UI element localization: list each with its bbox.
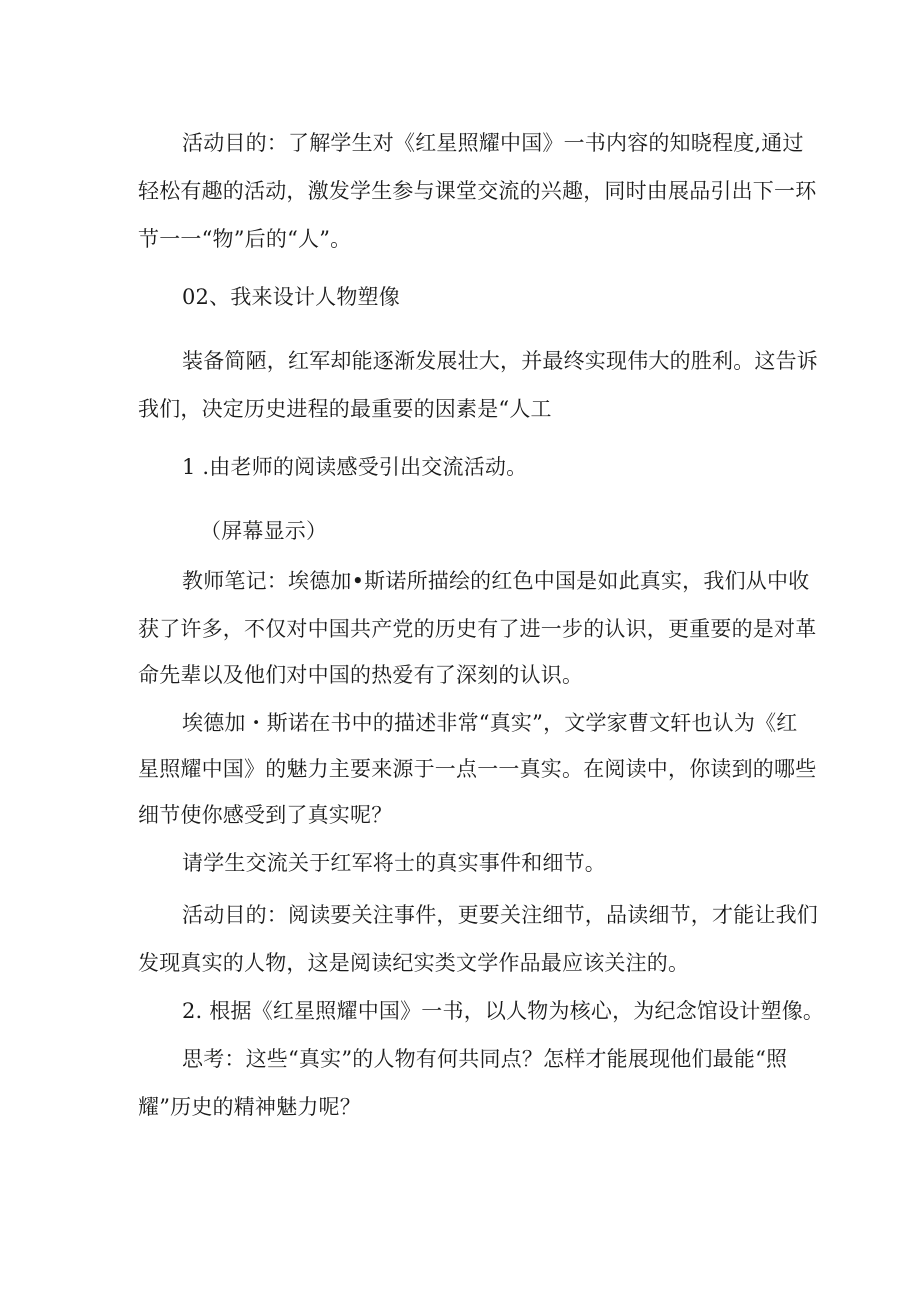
screen-display-note: （屏幕显示） (200, 519, 328, 543)
section-heading-design-statue: 02、我来设计人物塑像 (182, 285, 400, 309)
paragraph-line-teacher-notes-3: 命先辈以及他们对中国的热爱有了深刻的认识。 (138, 663, 584, 687)
list-item-1: 1 .由老师的阅读感受引出交流活动。 (182, 455, 528, 479)
paragraph-line-equipment-2: 我们，决定历史进程的最重要的因素是“人工 (138, 397, 552, 421)
paragraph-line-activity-purpose-1: 活动目的：了解学生对《红星照耀中国》一书内容的知晓程度,通过 (182, 131, 804, 155)
paragraph-line-think-1: 思考：这些“真实”的人物有何共同点？怎样才能展现他们最能“照 (182, 1047, 788, 1071)
paragraph-line-activity-purpose-3: 节一一“物”后的“人”。 (138, 227, 352, 251)
paragraph-line-student-exchange: 请学生交流关于红军将士的真实事件和细节。 (182, 851, 606, 875)
paragraph-line-snow-1: 埃德加・斯诺在书中的描述非常“真实”，文学家曹文轩也认为《红 (182, 711, 798, 735)
paragraph-line-snow-2: 星照耀中国》的魅力主要来源于一点一一真实。在阅读中，你读到的哪些 (138, 757, 817, 781)
paragraph-line-snow-3: 细节使你感受到了真实呢？ (138, 803, 393, 827)
paragraph-line-think-2: 耀”历史的精神魅力呢？ (138, 1095, 361, 1119)
paragraph-line-activity-purpose2-1: 活动目的：阅读要关注事件，更要关注细节，品读细节，才能让我们 (182, 903, 818, 927)
paragraph-line-equipment-1: 装备简陋，红军却能逐渐发展壮大，并最终实现伟大的胜利。这告诉 (182, 349, 818, 373)
paragraph-line-activity-purpose2-2: 发现真实的人物，这是阅读纪实类文学作品最应该关注的。 (138, 951, 690, 975)
paragraph-line-teacher-notes-2: 获了许多，不仅对中国共产党的历史有了进一步的认识，更重要的是对革 (138, 617, 817, 641)
paragraph-line-teacher-notes-1: 教师笔记：埃德加•斯诺所描绘的红色中国是如此真实，我们从中收 (182, 569, 810, 593)
paragraph-line-activity-purpose-2: 轻松有趣的活动，激发学生参与课堂交流的兴趣，同时由展品引出下一环 (138, 179, 817, 203)
list-item-2: 2. 根据《红星照耀中国》一书，以人物为核心，为纪念馆设计塑像。 (182, 999, 825, 1023)
